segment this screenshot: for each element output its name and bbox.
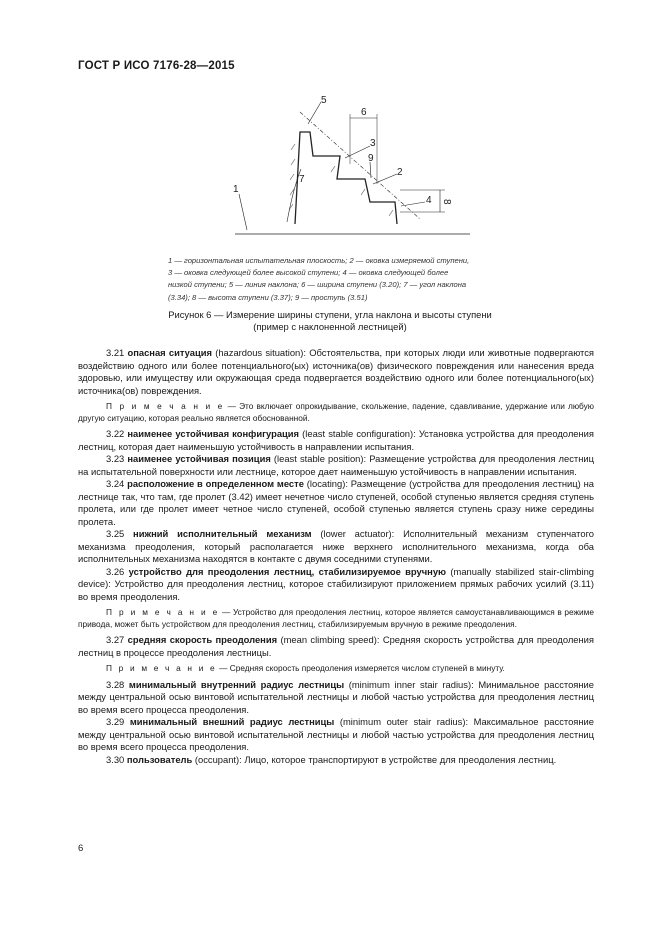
legend-line: 3 — оковка следующей более высокой ступени; 4 — оковка следующей более bbox=[168, 268, 449, 278]
definition-3-21: 3.21 опасная ситуация (hazardous situation): Обстоятельства, при которых люди или животные подвергаются воздействию одного или более потенциального(ых) источника(ов) физического повреждения или нанесения вреда здоровью, или имуществу или окружающая среда подвергается воздействию одного или более потенциального(ых) источника(ов) повреждения. bbox=[78, 347, 594, 396]
stair-hatching bbox=[289, 144, 393, 216]
label-3: 3 bbox=[370, 138, 376, 149]
definition-3-25: 3.25 нижний исполнительный механизм (lower actuator): Исполнительный механизм ступенчатого механизма преодоления, который располагается ниже верхнего исполнительного механизма, когда оба исполнительных механизма находятся в контакте с двумя соседними ступенями. bbox=[78, 528, 595, 564]
definition-3-26: 3.26 устройство для преодоления лестниц, стабилизируемое вручную (manually stabilized stair-climbing device): Устройство для преодоления лестниц, которое стабилизируют приложением прямых рабочих усилий (3.11) во время преодоления. bbox=[78, 565, 595, 602]
legend-line: (3.34); 8 — высота ступени (3.37); 9 — проступь (3.51) bbox=[168, 292, 368, 302]
definition-3-22: 3.22 наименее устойчивая конфигурация (least stable configuration): Установка устройства для преодоления лестниц, которая дает наименьшую устойчивость в направлении испытания. bbox=[78, 428, 594, 452]
label-4: 4 bbox=[426, 195, 432, 206]
page-number: 6 bbox=[78, 843, 84, 854]
stair-profile bbox=[295, 132, 397, 224]
definition-3-29: 3.29 минимальный внешний радиус лестницы (minimum outer stair radius): Максимальное расстояние между центральной осью винтовой испытательной лестницы и любой частью устройства для преодоления лестниц во время всего процесса преодоления. bbox=[78, 716, 595, 752]
figure-caption bbox=[120, 309, 540, 334]
label-7: 7 bbox=[299, 174, 305, 185]
document-header: ГОСТ Р ИСО 7176-28—2015 bbox=[78, 60, 235, 72]
figure-legend bbox=[168, 255, 518, 304]
label-6: 6 bbox=[361, 107, 367, 118]
legend-line: 1 — горизонтальная испытательная плоскость; 2 — оковка измеряемой ступени, bbox=[168, 256, 470, 265]
definition-3-27: 3.27 средняя скорость преодоления (mean climbing speed): Средняя скорость устройства для преодоления лестниц в процессе преодоления лестницы. bbox=[78, 634, 594, 658]
note: П р и м е ч а н и е — Устройство для преодоления лестниц, которое является самоустанавливающимся в режиме привода, может быть устройством для преодоления лестниц, стабилизируемым вручную в режиме преодоления. bbox=[78, 607, 594, 629]
legend-line: низкой ступени; 5 — линия наклона; 6 — ширина ступени (3.20); 7 — угол наклона bbox=[168, 280, 467, 290]
label-1: 1 bbox=[233, 184, 239, 195]
note: П р и м е ч а н и е — Средняя скорость преодоления измеряется числом ступеней в минуту. bbox=[106, 663, 505, 673]
label-8: 8 bbox=[441, 199, 452, 205]
label-2: 2 bbox=[397, 167, 403, 178]
note: П р и м е ч а н и е — Это включает опрокидывание, скольжение, падение, сдавливание, удержание или любую другую ситуацию, которая реально является обоснованной. bbox=[78, 401, 594, 423]
definition-3-28: 3.28 минимальный внутренний радиус лестницы (minimum inner stair radius): Минимальное расстояние между центральной осью винтовой испытательной лестницы и любой частью устройства для преодоления лестниц во время всего процесса преодоления. bbox=[78, 678, 594, 715]
caption-line-2: (пример с наклоненной лестницей) bbox=[253, 321, 407, 333]
definition-3-24: 3.24 расположение в определенном месте (locating): Размещение (устройства для преодоления лестниц) на лестнице так, что там, где пролет (3.42) имеет нечетное число ступеней, особой ступенью является средняя ступень пролета, или где пролет имеет четное число ступеней, особой ступенью является ступень сразу ниже середины пролета. bbox=[78, 478, 595, 527]
definition-3-23: 3.23 наименее устойчивая позиция (least stable position): Размещение устройства для преодоления лестниц на испытательной поверхности или лестнице, которое дает наименьшую устойчивость в направлении испытания. bbox=[78, 453, 594, 477]
slope-line bbox=[300, 112, 420, 219]
label-5: 5 bbox=[321, 95, 327, 106]
definition-3-30: 3.30 пользователь (occupant): Лицо, которое транспортируют в устройстве для преодоления лестниц. bbox=[106, 753, 557, 765]
label-9: 9 bbox=[368, 153, 374, 164]
document-body bbox=[78, 347, 594, 766]
caption-line-1: Рисунок 6 — Измерение ширины ступени, угла наклона и высоты ступени bbox=[168, 309, 492, 320]
stair-measurement-figure bbox=[225, 94, 475, 249]
